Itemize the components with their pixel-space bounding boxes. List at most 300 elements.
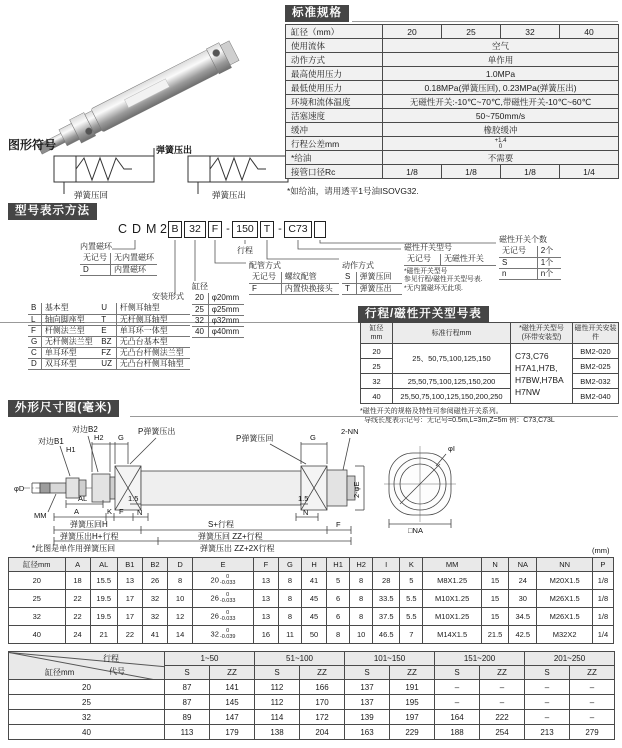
option-row (249, 283, 339, 294)
stroke-switch-footnote-2: 导线长度表示记号：无记号=0.5m,L=3m,Z=5m 例：C73,C73L (364, 417, 555, 424)
option-cell: 内置磁环 (111, 264, 158, 275)
dims-value: 1/8 (592, 572, 613, 590)
dims-e-value: 20 (210, 575, 219, 585)
spec-label: 缓冲 (286, 123, 383, 137)
dims-bore: 40 (9, 626, 66, 644)
option-cell: 杆侧法兰型 (41, 325, 98, 336)
spec-label: 最低使用压力 (286, 81, 383, 95)
dims-value: M8X1.25 (423, 572, 482, 590)
dims-value (193, 608, 254, 626)
dims-header-cell: E (193, 558, 254, 572)
dims-value: 8 (278, 572, 301, 590)
mounting-option-table (28, 303, 190, 370)
dims-value: 21 (90, 626, 117, 644)
spec-label: 动作方式 (286, 53, 383, 67)
stroke-value: 112 (255, 695, 300, 710)
label-al: AL (78, 494, 88, 503)
piping-option (249, 261, 339, 295)
code-box: B (168, 221, 182, 238)
spec-label: 环境和流体温度 (286, 95, 383, 109)
dims-value: 17 (117, 608, 142, 626)
piping-option-title: 配管方式 (249, 261, 281, 270)
dims-value: 45 (301, 590, 326, 608)
label-g1: G (118, 433, 124, 442)
spec-value: 不需要 (383, 151, 619, 165)
stroke-value: 114 (255, 710, 300, 725)
stroke-bore: 40 (9, 725, 165, 740)
option-cell: L (28, 314, 41, 325)
tol-sub: -0.033 (219, 597, 236, 604)
stroke-value: – (525, 680, 570, 695)
label-2-phi-e: 2-φE (352, 481, 361, 498)
stroke-value: 191 (390, 680, 435, 695)
bore-option-table (192, 293, 244, 338)
option-row (192, 315, 244, 326)
spec-row (286, 109, 619, 123)
dims-header-cell: P (592, 558, 613, 572)
option-cell: U (98, 303, 116, 314)
dims-value: 16 (253, 626, 278, 644)
dims-header-cell: A (65, 558, 90, 572)
option-cell: 20 (192, 293, 208, 304)
ss-switch-line: H7BW,H7BA (515, 374, 564, 385)
code-letter: D (132, 222, 142, 236)
spec-value: 空气 (383, 39, 619, 53)
code-letter: M (146, 222, 157, 236)
stroke-table (8, 651, 615, 740)
corner-diagonal (9, 652, 165, 680)
option-cell: 2个 (537, 246, 561, 257)
label-zz-in: 弹簧压回 ZZ+行程 (198, 532, 263, 541)
label-n-left: N (137, 508, 143, 517)
symbol-label-right: 弹簧压出 (212, 190, 247, 200)
dims-value: 11 (278, 626, 301, 644)
stroke-range-cell: 51~100 (255, 652, 345, 666)
stroke-subheader-cell: ZZ (570, 666, 615, 680)
dims-header-cell: B1 (117, 558, 142, 572)
stroke-value: 87 (165, 695, 210, 710)
code-box: T (260, 221, 274, 238)
dims-header-cell: N (481, 558, 508, 572)
spec-port-value: 1/4 (560, 165, 619, 179)
ss-switch-models (511, 344, 573, 404)
stroke-value: – (525, 710, 570, 725)
stroke-range-row (9, 652, 615, 666)
spec-header-line (352, 21, 618, 22)
dims-value: 15 (481, 572, 508, 590)
dims-header-cell: G (278, 558, 301, 572)
ss-row (361, 374, 619, 389)
option-cell: 弹簧压回 (356, 272, 402, 283)
spec-section-title: 标准规格 (285, 5, 349, 22)
tol-sup: 0 (226, 628, 230, 634)
label-p-out: P弹簧压出 (138, 427, 176, 436)
spec-row (286, 81, 619, 95)
dims-value: 1/8 (592, 590, 613, 608)
dims-value: 8 (168, 572, 193, 590)
stroke-row (9, 680, 615, 695)
spec-value: 橡胶缓冲 (383, 123, 619, 137)
label-g2: G (310, 433, 316, 442)
option-cell: F (249, 283, 281, 294)
ss-row (361, 389, 619, 404)
switch-model-note-1: *磁性开关型号 (404, 267, 448, 275)
dims-header-cell: NA (509, 558, 537, 572)
ss-stroke: 25、50,75,100,125,150 (393, 344, 511, 374)
label-f-left: F (119, 507, 124, 516)
action-option-title: 动作方式 (342, 261, 374, 270)
label-2nn: 2-NN (341, 427, 359, 436)
stroke-value: 197 (390, 710, 435, 725)
dims-value: 8 (350, 572, 373, 590)
option-cell: E (98, 325, 116, 336)
option-cell: 双耳环型 (41, 358, 98, 369)
stroke-value: – (435, 680, 480, 695)
drawing-note: *此图是单作用弹簧压回 (32, 544, 116, 553)
dims-value: 8 (327, 626, 350, 644)
dims-value: M10X1.25 (423, 590, 482, 608)
label-k: K (107, 507, 113, 516)
dims-header-cell: F (253, 558, 278, 572)
switch-model-option (404, 243, 496, 293)
switch-model-option-title: 磁性开关型号 (404, 243, 452, 252)
dims-value: 22 (65, 590, 90, 608)
mounting-option (28, 292, 190, 370)
dims-header-cell: H1 (327, 558, 350, 572)
option-row (80, 264, 157, 275)
ss-mount: BM2-040 (573, 389, 619, 404)
tol-sub: -0.033 (219, 615, 236, 622)
option-cell: D (28, 358, 41, 369)
spec-value (383, 137, 619, 151)
option-cell: UZ (98, 358, 116, 369)
ss-switch-line: C73,C76 (515, 350, 549, 361)
code-box: 150 (232, 221, 258, 238)
option-row (28, 358, 190, 369)
dims-value: 22 (117, 626, 142, 644)
spec-port-value: 1/8 (442, 165, 501, 179)
stroke-range-cell: 101~150 (345, 652, 435, 666)
dims-value: 8 (350, 590, 373, 608)
option-row (28, 347, 190, 358)
stroke-value: 188 (435, 725, 480, 740)
ss-header-cell: *磁性开关型号 (环带安装型) (511, 323, 573, 344)
dims-header-cell: NN (537, 558, 592, 572)
label-spring-in-h: 弹簧压回H (70, 520, 108, 529)
ss-bore: 25 (361, 359, 393, 374)
code-box: F (208, 221, 222, 238)
stroke-value: 204 (300, 725, 345, 740)
symbol-label-left: 弹簧压回 (74, 190, 109, 200)
stroke-switch-table (360, 322, 619, 404)
dims-header-cell: D (168, 558, 193, 572)
switch-model-note-3: *无内置磁环无此项. (404, 284, 463, 292)
dims-section-title: 外形尺寸图(毫米) (8, 400, 119, 417)
dims-value: 37.5 (373, 608, 400, 626)
tolerance (220, 611, 236, 622)
option-cell: T (342, 283, 356, 294)
dims-value: 13 (253, 590, 278, 608)
spec-footnote: *如给油，请用透平1号油ISOVG32. (287, 186, 419, 196)
tolerance (220, 593, 236, 604)
option-row (192, 304, 244, 315)
stroke-subheader-cell: S (255, 666, 300, 680)
stroke-switch-section-title: 行程/磁性开关型号表 (358, 306, 489, 323)
dims-value: 21.5 (481, 626, 508, 644)
dims-value: M10X1.25 (423, 608, 482, 626)
label-phi-i: φI (448, 444, 455, 453)
code-dash: - (278, 223, 282, 235)
spec-bore-value: 40 (560, 25, 619, 39)
dims-bore: 32 (9, 608, 66, 626)
label-opp-b1: 对边B1 (38, 437, 64, 446)
stroke-bore: 20 (9, 680, 165, 695)
stroke-value: – (525, 695, 570, 710)
option-cell: 无凸台杆侧法兰型 (116, 347, 190, 358)
ss-header-cell: 缸径 mm (361, 323, 393, 344)
dims-value: 17 (117, 590, 142, 608)
option-row (28, 314, 190, 325)
stroke-value: – (480, 695, 525, 710)
dims-row (9, 572, 614, 590)
option-row (499, 257, 561, 268)
stroke-value: 139 (345, 710, 390, 725)
stroke-subheader-cell: ZZ (210, 666, 255, 680)
dims-value: 10 (350, 626, 373, 644)
option-row (342, 283, 402, 294)
spec-label: *给油 (286, 151, 383, 165)
dims-value (193, 590, 254, 608)
dims-row (9, 590, 614, 608)
dims-value: M20X1.5 (537, 572, 592, 590)
dims-value: 22 (65, 608, 90, 626)
spec-label: 使用流体 (286, 39, 383, 53)
dims-value: 32 (142, 590, 167, 608)
option-cell: 无记号 (249, 272, 281, 283)
ss-mount: BM2-020 (573, 344, 619, 359)
ss-bore: 40 (361, 389, 393, 404)
spec-value: 0.18MPa(弹簧压回), 0.23MPa(弹簧压出) (383, 81, 619, 95)
spec-label: 最高使用压力 (286, 67, 383, 81)
tol-sub: 0 (498, 143, 503, 150)
stroke-value: 164 (435, 710, 480, 725)
spec-bore-value: 32 (501, 25, 560, 39)
stroke-range-cell: 1~50 (165, 652, 255, 666)
dims-header-cell: H2 (350, 558, 373, 572)
model-section-title: 型号表示方法 (8, 203, 97, 220)
dims-value: 5 (400, 572, 423, 590)
option-cell: 螺纹配管 (281, 272, 339, 283)
option-cell: S (342, 272, 356, 283)
option-cell: φ25mm (208, 304, 244, 315)
stroke-value: 137 (345, 680, 390, 695)
dims-value: 18 (65, 572, 90, 590)
corner-top-label: 行程 (103, 654, 119, 663)
stroke-value: 179 (210, 725, 255, 740)
dims-value: 32 (142, 608, 167, 626)
spec-label: 行程公差mm (286, 137, 383, 151)
dims-header-cell: B2 (142, 558, 167, 572)
stroke-value: – (570, 710, 615, 725)
label-spring-out-h: 弹簧压出H+行程 (60, 532, 119, 541)
dims-value: 15 (481, 608, 508, 626)
option-row (342, 272, 402, 283)
tol-sup: 0 (226, 610, 230, 616)
stroke-subheader-cell: ZZ (300, 666, 345, 680)
stroke-switch-footnote-1: *磁性开关的规格及特性可参阅磁性开关系列。 (360, 408, 503, 415)
dims-value: 8 (350, 608, 373, 626)
code-box: 32 (184, 221, 206, 238)
spec-value: 无磁性开关:-10℃~70℃,带磁性开关-10℃~60℃ (383, 95, 619, 109)
dims-value: M14X1.5 (423, 626, 482, 644)
label-s-stroke: S+行程 (208, 520, 235, 529)
option-cell: n个 (537, 268, 561, 279)
pneumatic-symbol (36, 144, 296, 202)
dims-header-cell: AL (90, 558, 117, 572)
option-row (192, 326, 244, 337)
option-cell: 内置快换接头 (281, 283, 339, 294)
unit-note: (mm) (592, 546, 610, 555)
dims-value: 50 (301, 626, 326, 644)
dims-value: 15.5 (90, 572, 117, 590)
symbol-label-top: 弹簧压出 (156, 145, 193, 155)
ss-switch-line: H7A1,H7B, (515, 362, 558, 373)
spec-row (286, 123, 619, 137)
dims-value: 5.5 (400, 590, 423, 608)
ss-row (361, 344, 619, 359)
bore-option (192, 282, 244, 338)
option-cell: BZ (98, 336, 116, 347)
option-cell: φ40mm (208, 326, 244, 337)
label-15-left: 1.5 (128, 494, 139, 503)
option-row (404, 254, 496, 265)
option-cell: C (28, 347, 41, 358)
option-cell: 杆侧耳轴型 (116, 303, 190, 314)
ss-bore: 32 (361, 374, 393, 389)
option-cell: 无记号 (499, 246, 537, 257)
option-cell: 40 (192, 326, 208, 337)
dims-value: 19.5 (90, 608, 117, 626)
stroke-value: 195 (390, 695, 435, 710)
stroke-value: 89 (165, 710, 210, 725)
spec-table (285, 24, 619, 179)
magnet-option-title: 内置磁环 (80, 242, 112, 251)
stroke-subheader-cell: ZZ (480, 666, 525, 680)
dims-e-value: 26 (210, 611, 219, 621)
label-h1: H1 (66, 445, 76, 454)
stroke-value: 112 (255, 680, 300, 695)
dims-bore: 25 (9, 590, 66, 608)
stroke-range-cell: 151~200 (435, 652, 525, 666)
stroke-subheader-cell: S (345, 666, 390, 680)
stroke-value: 138 (255, 725, 300, 740)
dims-value: 1/8 (592, 608, 613, 626)
label-mm: MM (34, 511, 47, 520)
stroke-value: 163 (345, 725, 390, 740)
dims-value (193, 572, 254, 590)
spec-row (286, 39, 619, 53)
spec-row (286, 67, 619, 81)
switch-qty-option-title: 磁性开关个数 (499, 235, 547, 244)
tol-sup: 0 (226, 592, 230, 598)
dims-value: 26 (142, 572, 167, 590)
dims-header-cell: K (400, 558, 423, 572)
spec-value: 单作用 (383, 53, 619, 67)
stroke-subheader-cell: ZZ (390, 666, 435, 680)
dims-value: 7 (400, 626, 423, 644)
spec-label: 接管口径Rc (286, 165, 383, 179)
dims-value (193, 626, 254, 644)
dims-header-cell: H (301, 558, 326, 572)
spec-value: 50~750mm/s (383, 109, 619, 123)
dims-value: 34.5 (509, 608, 537, 626)
dims-value: 5.5 (400, 608, 423, 626)
label-na: □NA (408, 526, 423, 535)
option-cell: 基本型 (41, 303, 98, 314)
option-row (28, 303, 190, 314)
dims-value: 1/4 (592, 626, 613, 644)
label-h2: H2 (94, 433, 104, 442)
dims-value: M26X1.5 (537, 608, 592, 626)
dims-value: 13 (253, 608, 278, 626)
dims-value: 24 (509, 572, 537, 590)
option-row (249, 272, 339, 283)
stroke-value: – (480, 680, 525, 695)
dims-value: M32X2 (537, 626, 592, 644)
magnet-option-table (80, 253, 157, 276)
stroke-value: 279 (570, 725, 615, 740)
dims-value: 28 (373, 572, 400, 590)
magnet-option (80, 242, 154, 276)
dimension-drawing (8, 420, 618, 556)
option-cell: 25 (192, 304, 208, 315)
dims-value: 46.5 (373, 626, 400, 644)
code-letter: 2 (160, 222, 167, 236)
stroke-row (9, 725, 615, 740)
code-letter: C (118, 222, 128, 236)
option-cell: n (499, 268, 537, 279)
dims-value: 41 (301, 572, 326, 590)
spec-label: 活塞速度 (286, 109, 383, 123)
option-cell: S (499, 257, 537, 268)
option-cell: G (28, 336, 41, 347)
dims-value: 13 (253, 572, 278, 590)
ss-switch-line: H7NW (515, 386, 541, 397)
dims-header-row (9, 558, 614, 572)
dims-value: 8 (278, 590, 301, 608)
tolerance (220, 629, 236, 640)
option-cell: 无凸台杆侧耳轴型 (116, 358, 190, 369)
option-row (80, 253, 157, 264)
label-a: A (74, 507, 80, 516)
graphic-symbol-title: 图形符号 (8, 138, 57, 152)
option-cell: 无内置磁环 (111, 253, 158, 264)
stroke-value: 141 (210, 680, 255, 695)
option-cell: T (98, 314, 116, 325)
stroke-value: 87 (165, 680, 210, 695)
stroke-value: 229 (390, 725, 435, 740)
dims-value: 10 (168, 590, 193, 608)
ss-header-cell: 标准行程mm (393, 323, 511, 344)
spec-port-value: 1/8 (501, 165, 560, 179)
stroke-bore: 32 (9, 710, 165, 725)
stroke-option-label: 行程 (237, 246, 253, 255)
dims-value: M26X1.5 (537, 590, 592, 608)
piping-option-table (249, 272, 339, 295)
tol-sub: -0.033 (219, 579, 236, 586)
ss-mount: BM2-025 (573, 359, 619, 374)
ss-bore: 20 (361, 344, 393, 359)
